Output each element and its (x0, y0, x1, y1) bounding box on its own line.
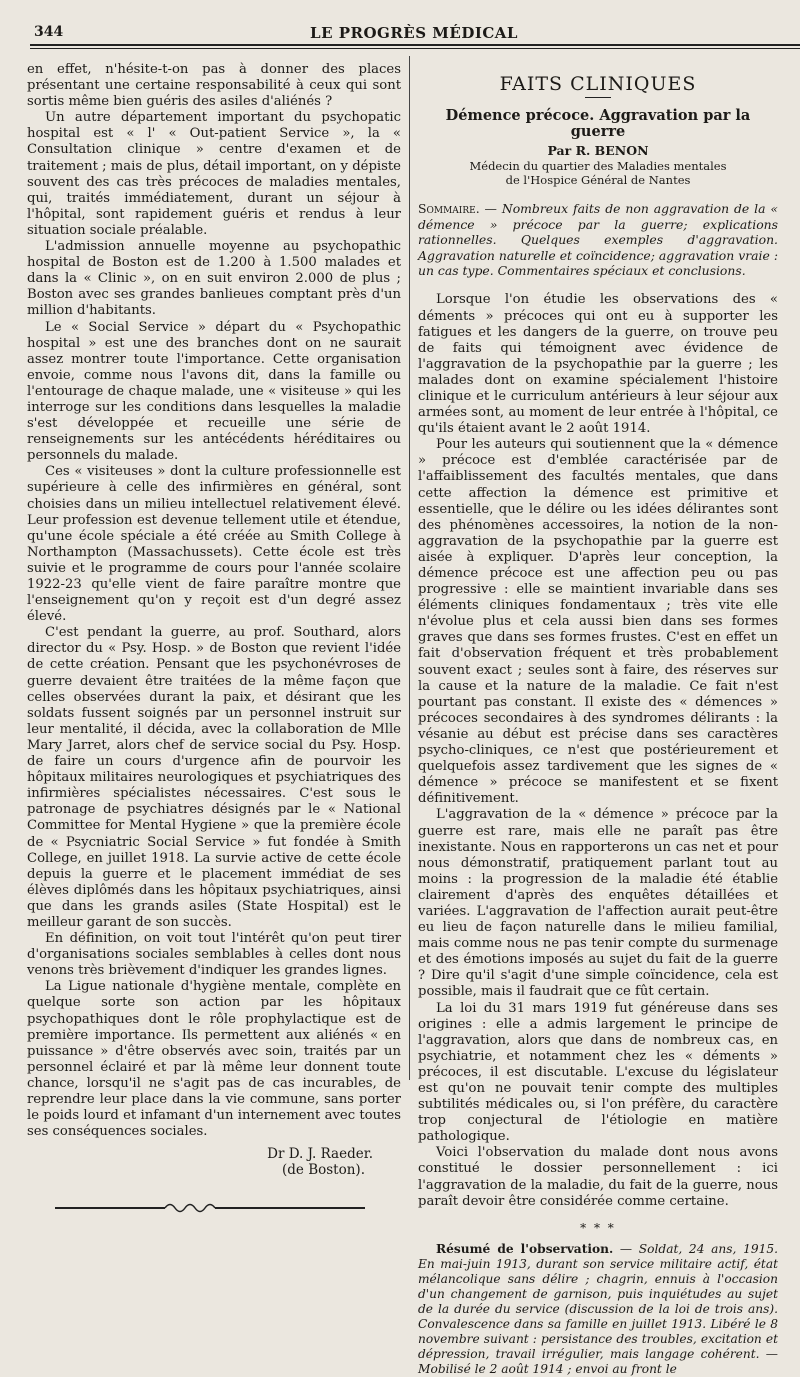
page-header (34, 22, 794, 44)
paragraph: L'admission annuelle moyenne au psychopathic hospital de Boston est de 1.200 à 1.500 malades et dans la « Clinic », on en suit environ 2.000 de plus ; Boston avec ses grandes banlieues comptant près d'un million d'habitants. (27, 239, 401, 319)
paragraph: Lorsque l'on étudie les observations des « déments » précoces qui ont eu à supporter les fatigues et les dangers de la guerre, on trouve peu de faits qui témoignent avec évidence de l'aggravation de la psychopathie par la guerre ; les malades dont on examine spécialement l'histoire clinique et le curriculum antérieurs à leur séjour aux armées sont, au moment de leur entrée à l'hôpital, ce qu'ils étaient avant le 2 août 1914. (418, 292, 778, 437)
paragraph: L'aggravation de la « démence » précoce par la guerre est rare, mais elle ne paraît pas être inexistante. Nous en rapporterons un cas net et pour nous démonstratif, pratiquement parlant tout au moins : la progression de la maladie été établie clairement d'après des enquêtes détaillées et variées. L'aggravation de l'affection aurait peut-être eu lieu de façon naturelle dans le milieu familial, mais comme nous ne pas tenir compte du surmenage et des émotions imposés au sujet du fait de la guerre ? Dire qu'il s'agit d'une simple coïncidence, cela est possible, mais il faudrait que ce fût certain. (418, 807, 778, 1000)
paragraph: Le « Social Service » départ du « Psychopathic hospital » est une des branches dont on ne saurait assez montrer toute l'importance. Cette organisation envoie, comme nous l'avons dit, dans la famille ou l'entourage de chaque malade, une « visiteuse » qui les interroge sur les conditions dans lesquelles la maladie s'est développée et recueille une série de renseignements sur les antécédents héréditaires ou personnels du malade. (27, 319, 401, 464)
paragraph: en effet, n'hésite-t-on pas à donner des places présentant une certaine responsabilité à ceux qui sont sortis même bien guéris des asiles d'aliénés ? (27, 62, 401, 110)
article-title: Démence précoce. Aggravation par la guerre (445, 107, 751, 141)
paragraph: La Ligue nationale d'hygiène mentale, complète en quelque sorte son action par les hôpitaux psychopathiques dont le rôle prophylactique est de première importance. Ils permettent aux aliénés « en puissance » d'être observés avec soin, traités par un personnel éclairé et par là même leur donnent toute chance, lorsqu'il ne s'agit pas de cas incurables, de reprendre leur place dans la vie commune, sans porter le poids lourd et infamant d'un internement avec toutes ses conséquences sociales. (27, 979, 401, 1140)
paragraph: C'est pendant la guerre, au prof. Southard, alors director du « Psy. Hosp. » de Boston que revient l'idée de cette création. Pensant que les psychonévroses de guerre devaient être traitées de la même façon que celles observées durant la paix, et désirant que les soldats fussent soignés par un personnel instruit sur leur mentalité, il décida, avec la collaboration de Mlle Mary Jarret, alors chef de service social du Psy. Hosp. de faire un cours d'urgence afin de pourvoir les hôpitaux militaires neurologiques et psychiatriques des infirmières spécialistes nécessaires. C'est sous le patronage de psychiatres désignés par le « National Committee for Mental Hygiene » que la première école de « Psycniatric Social Service » fut fondée à Smith College, en juillet 1918. La survie active de cette école depuis la guerre et le placement immédiat de ses élèves diplômés dans les hôpitaux psychiatriques, ainsi que dans les grands asiles (State Hospital) est le meilleur garant de son succès. (27, 625, 401, 930)
affiliation: de l'Hospice Général de Nantes (505, 173, 691, 188)
affiliation: Médecin du quartier des Maladies mentales (469, 159, 727, 174)
paragraph: En définition, on voit tout l'intérêt qu'on peut tirer d'organisations sociales semblables à celles dont nous venons très brièvement d'indiquer les grandes lignes. (27, 931, 401, 979)
observation-summary (418, 1242, 778, 1377)
observation-label: Résumé de l'observation. (436, 1241, 614, 1256)
byline: Par R. BENON (547, 143, 649, 159)
paragraph: La loi du 31 mars 1919 fut généreuse dans ses origines : elle a admis largement le principe de l'aggravation, alors que dans de nombreux cas, en psychiatrie, et notamment chez les « déments » précoces, il est discutable. L'excuse du législateur est qu'on ne pouvait tenir compte des multiples subtilités médicales ou, si l'on préfère, du caractère trop conjectural de l'étiologie en matière pathologique. (418, 1000, 778, 1145)
right-column (418, 62, 778, 1377)
column-divider (409, 56, 410, 1080)
author-signature: Dr D. J. Raeder. (267, 1146, 373, 1163)
page-number: 344 (34, 24, 64, 40)
end-ornament (55, 1200, 365, 1216)
summary (418, 201, 778, 278)
paragraph: Voici l'observation du malade dont nous avons constitué le dossier personnellement : ici l'aggravation de la maladie, du fait de la guerre, nous paraît devoir être considérée comme certaine. (418, 1145, 778, 1209)
title-rule (585, 97, 611, 98)
author-location: (de Boston). (282, 1162, 365, 1179)
observation-text: — Soldat, 24 ans, 1915. En mai-juin 1913, durant son service militaire actif, état mélancolique sans délire ; chagrin, ennuis à l'occasion d'un changement de garnison, puis inquiétudes au sujet de la durée du service (discussion de la loi de trois ans). Convalescence dans sa famille en juillet 1913. Libéré le 8 novembre suivant : persistance des troubles, excitation et dépression, travail irrégulier, mais langage cohérent. — Mobilisé le 2 août 1914 ; envoi au front le (418, 1241, 778, 1376)
left-column (27, 62, 401, 1222)
running-head: LE PROGRÈS MÉDICAL (310, 24, 518, 42)
section-title: FAITS CLINIQUES (499, 73, 697, 95)
section-stars: * * * (580, 1220, 616, 1235)
header-rule (30, 44, 800, 49)
paragraph: Un autre département important du psychopatic hospital est « l' « Out-patient Service », la « Consultation clinique » centre d'examen et de traitement ; mais de plus, détail important, on y dépiste souvent des cas très précoces de maladies mentales, qui, traités immédiatement, durant un séjour à l'hôpital, sont rapidement guéris et rendus à leur situation sociale préalable. (27, 110, 401, 238)
paragraph: Ces « visiteuses » dont la culture professionnelle est supérieure à celle des infirmières en général, sont choisies dans un milieu intellectuel relativement élevé. Leur profession est devenue tellement utile et étendue, qu'une école spéciale a été créée au Smith College à Northampton (Massachussets). Cette école est très suivie et le programme de cours pour l'année scolaire 1922-23 qu'elle vient de faire paraître montre que l'enseignement qu'on y reçoit est d'un degré assez élevé. (27, 464, 401, 625)
summary-label: Sommaire. (418, 201, 480, 217)
summary-text: — Nombreux faits de non aggravation de la « démence » précoce par la guerre; explications rationnelles. Quelques exemples d'aggravation. Aggravation naturelle et coïncidence; aggravation vraie : un cas type. Commentaires spéciaux et conclusions. (418, 201, 778, 278)
paragraph: Pour les auteurs qui soutiennent que la « démence » précoce est d'emblée caractérisée par de l'affaiblissement des facultés mentales, que dans cette affection la démence est primitive et essentielle, que le délire ou les idées délirantes sont des phénomènes accessoires, la notion de la non-aggravation de la psychopathie par la guerre est aisée à expliquer. D'après leur conception, la démence précoce est une affection peu ou pas progressive : elle se maintient invariable dans ses éléments cliniques fondamentaux ; très vite elle n'évolue plus et cela aussi bien dans ses formes graves que dans ses formes frustes. C'est en effet un fait d'observation fréquent et très probablement souvent exact ; seules sont à faire, des réserves sur la cause et la nature de la maladie. Ce fait n'est pourtant pas constant. Il existe des « démences » précoces secondaires à des syndromes délirants : la vésanie au début est précise dans ses caractères psycho-cliniques, ce n'est que postérieurement et quelquefois assez tardivement que les signes de « démence » précoce se manifestent et se fixent définitivement. (418, 437, 778, 807)
